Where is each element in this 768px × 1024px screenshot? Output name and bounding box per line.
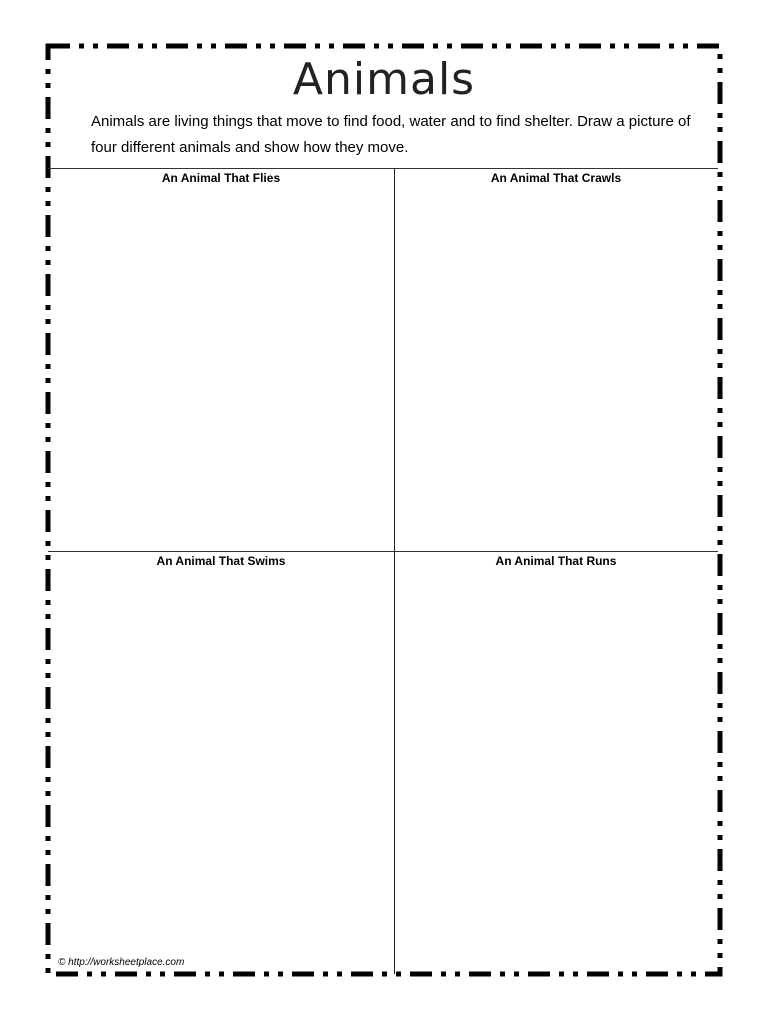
copyright-footer: © http://worksheetplace.com (58, 957, 185, 968)
cell-runs[interactable] (394, 551, 718, 974)
cell-crawls[interactable] (394, 168, 718, 551)
cell-swims[interactable] (48, 551, 394, 974)
cell-label-flies: An Animal That Flies (161, 171, 281, 185)
cell-flies[interactable] (48, 168, 394, 551)
cell-label-runs: An Animal That Runs (495, 554, 617, 568)
instructions-text: Animals are living things that move to find food, water and to find shelter. Draw a picture of four different animals and show how they move. (91, 113, 691, 156)
cell-label-swims: An Animal That Swims (156, 554, 286, 568)
page-title: Animals (292, 54, 476, 105)
drawing-grid (48, 168, 718, 974)
cell-label-crawls: An Animal That Crawls (490, 171, 622, 185)
